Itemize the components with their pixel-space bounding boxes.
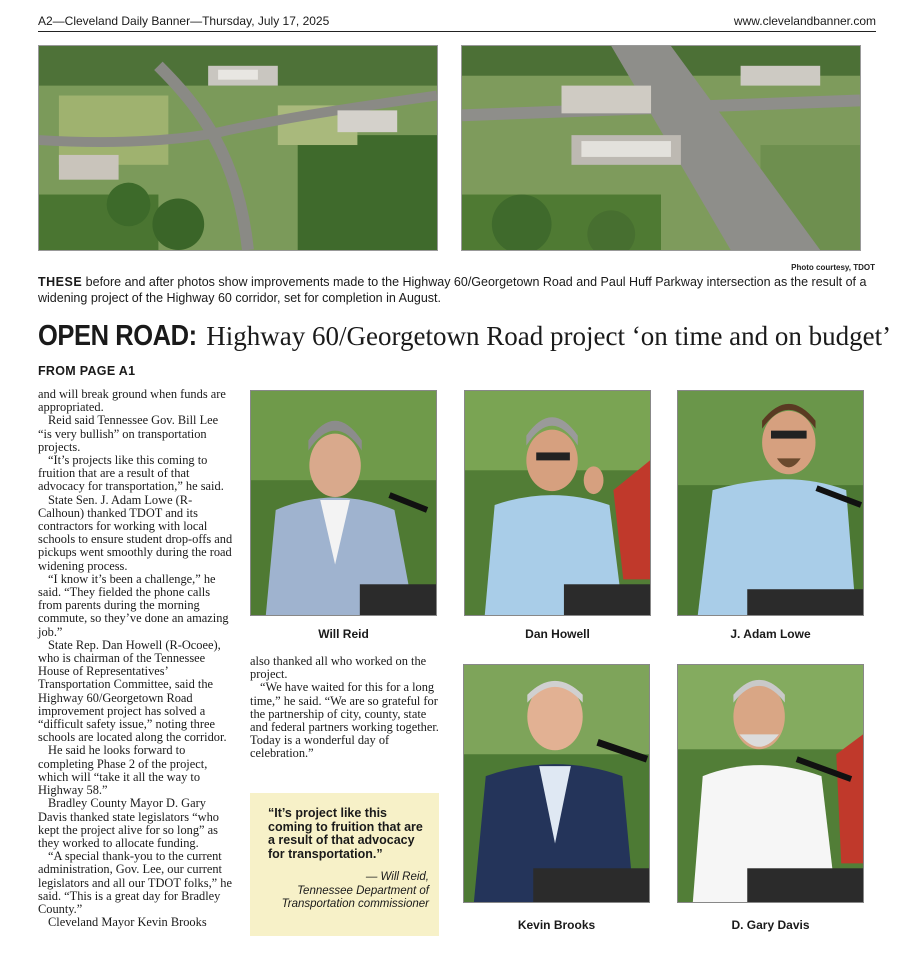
paragraph: also thanked all who worked on the project.	[250, 654, 427, 682]
portrait-name: Dan Howell	[525, 627, 590, 641]
from-page-label: FROM PAGE A1	[38, 364, 136, 378]
portrait-name: Will Reid	[318, 627, 369, 641]
portrait-adam-lowe	[677, 390, 864, 616]
paragraph: Cleveland Mayor Kevin Brooks	[48, 915, 207, 930]
photo-caption	[38, 274, 876, 306]
caption-text: before and after photos show improvements made to the Highway 60/Georgetown Road and Paul Huff Parkway intersection as the result of a widening project of the Highway 60 corridor, set for completion in August.	[38, 275, 867, 305]
website-url: www.clevelandbanner.com	[733, 14, 876, 28]
portrait-name: J. Adam Lowe	[730, 627, 811, 641]
portrait-kevin-brooks	[463, 664, 650, 903]
portrait-name: Kevin Brooks	[517, 918, 596, 932]
aerial-photo-before	[38, 45, 438, 251]
portrait-dan-howell	[464, 390, 651, 616]
paragraph: Bradley County Mayor D. Gary Davis thanked state legislators “who kept the project alive for so long” as they worked to allocate funding.	[38, 796, 219, 850]
portrait-will-reid	[250, 390, 437, 616]
headline-main: Highway 60/Georgetown Road project ‘on time and on budget’	[206, 321, 892, 351]
portrait-name: D. Gary Davis	[731, 918, 810, 932]
paragraph: He said he looks forward to completing Phase 2 of the project, which will “take it all the way to Highway 58.”	[38, 743, 208, 798]
attribution-title: Tennessee Department of Transportation commissioner	[281, 884, 429, 910]
paragraph: and will break ground when funds are appropriated.	[38, 387, 226, 415]
paragraph: “A special thank-you to the current administration, Gov. Lee, our current legislators and all our TDOT folks,” he said. “This is a great day for Bradley County.”	[38, 849, 232, 916]
paragraph: “We have waited for this for a long time,” he said. “We are so grateful for the partnership of city, county, state and federal partners working together. Today is a wonderful day of celebration.”	[250, 680, 439, 761]
aerial-photo-after	[461, 45, 861, 251]
caption-lead: THESE	[38, 275, 83, 289]
paragraph: “It’s projects like this coming to fruition that are a result of that advocacy for transportation,” he said.	[38, 453, 224, 494]
attribution-name: — Will Reid,	[365, 871, 429, 883]
headline	[38, 320, 898, 353]
paragraph: State Sen. J. Adam Lowe (R-Calhoun) thanked TDOT and its contractors for working with local schools to ensure student drop-offs and pickups went smoothly during the road widening process.	[38, 492, 233, 573]
article-column-1	[38, 388, 234, 929]
article-column-2	[250, 655, 446, 761]
page-folio: A2—Cleveland Daily Banner—Thursday, July 17, 2025	[38, 14, 330, 28]
paragraph: State Rep. Dan Howell (R-Ocoee), who is chairman of the Tennessee House of Representatives’ Transportation Committee, said the Highway 60/Georgetown Road improvement project has solved a “difficult safety issue,” noting three schools are located along the corridor.	[38, 637, 227, 745]
paragraph: Reid said Tennessee Gov. Bill Lee “is very bullish” on transportation projects.	[38, 413, 219, 454]
portrait-gary-davis	[677, 664, 864, 903]
headline-kicker: OPEN ROAD:	[38, 320, 197, 352]
photo-credit: Photo courtesy, TDOT	[791, 263, 875, 272]
paragraph: “I know it’s been a challenge,” he said. “They fielded the phone calls from parents during the morning commute, so they’ve done an amazing job.”	[38, 571, 229, 639]
page-header	[38, 10, 876, 32]
pull-quote	[250, 793, 439, 936]
pull-quote-text: “It’s project like this coming to fruition that are a result of that advocacy for transportation.”	[268, 806, 423, 861]
pull-quote-attribution	[260, 871, 429, 912]
